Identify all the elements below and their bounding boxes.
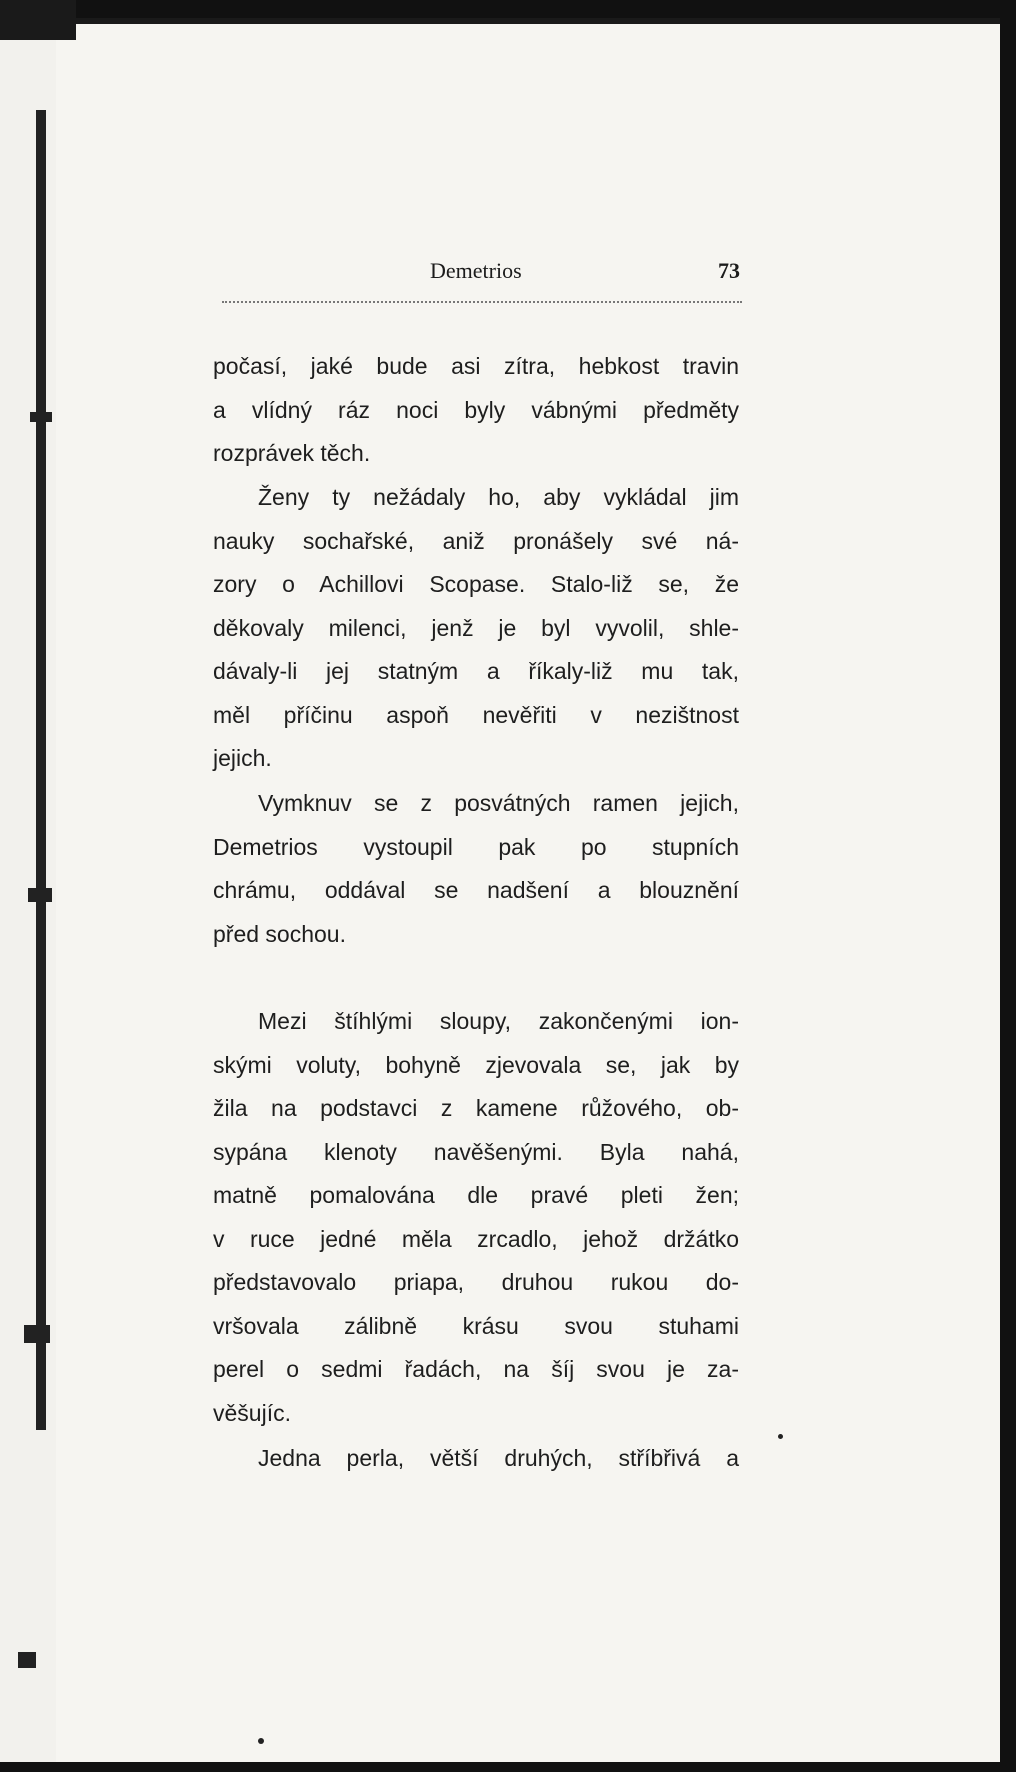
text-line: žila na podstavci z kamene růžového, ob- bbox=[213, 1095, 739, 1121]
text-line: Ženy ty nežádaly ho, aby vykládal jim bbox=[258, 484, 739, 510]
binding-mark bbox=[18, 1652, 36, 1668]
text-line: měl příčinu aspoň nevěřiti v nezištnost bbox=[213, 701, 739, 728]
text-line: nauky sochařské, aniž pronášely své ná- bbox=[213, 527, 739, 554]
text-line: počasí, jaké bude asi zítra, hebkost travin bbox=[213, 353, 739, 379]
header-rule bbox=[222, 301, 742, 303]
ink-speck bbox=[778, 1434, 783, 1439]
ink-speck bbox=[258, 1738, 264, 1744]
text-line: věšujíc. bbox=[213, 1399, 291, 1426]
text-line: děkovaly milenci, jenž je byl vyvolil, shle- bbox=[213, 614, 739, 641]
text-line: chrámu, oddával se nadšení a blouznění bbox=[213, 877, 739, 903]
text-line: Demetrios vystoupil pak po stupních bbox=[213, 833, 739, 860]
text-line: matně pomalována dle pravé pleti žen; bbox=[213, 1182, 739, 1208]
text-line: vršovala zálibně krásu svou stuhami bbox=[213, 1312, 739, 1339]
text-line: dávaly-li jej statným a říkaly-liž mu tak, bbox=[213, 658, 739, 684]
binding-corner bbox=[0, 0, 76, 40]
text-line: sypána klenoty navěšenými. Byla nahá, bbox=[213, 1138, 739, 1165]
paragraph bbox=[213, 476, 739, 781]
text-line: zory o Achillovi Scopase. Stalo-liž se, že bbox=[213, 571, 739, 597]
binding-mark bbox=[30, 412, 52, 422]
scan-edge-bottom bbox=[0, 1762, 1016, 1772]
binding-mark bbox=[28, 888, 52, 902]
text-line: Mezi štíhlými sloupy, zakončenými ion- bbox=[258, 1008, 739, 1034]
text-line: rozprávek těch. bbox=[213, 440, 371, 466]
running-head-title: Demetrios bbox=[430, 258, 522, 283]
text-line: Vymknuv se z posvátných ramen jejich, bbox=[258, 790, 739, 816]
binding-spine bbox=[0, 0, 56, 1772]
text-line: a vlídný ráz noci byly vábnými předměty bbox=[213, 396, 739, 423]
binding-edge bbox=[36, 110, 46, 1430]
text-line: jejich. bbox=[213, 745, 272, 771]
text-line: Jedna perla, větší druhých, stříbřivá a bbox=[258, 1445, 739, 1471]
paragraph bbox=[213, 782, 739, 956]
page-number: 73 bbox=[718, 258, 740, 283]
binding-mark bbox=[24, 1325, 50, 1343]
text-line: v ruce jedné měla zrcadlo, jehož držátko bbox=[213, 1225, 739, 1252]
running-head bbox=[215, 258, 745, 288]
scan-edge-right bbox=[1002, 0, 1016, 1772]
text-line: před sochou. bbox=[213, 920, 346, 947]
text-line: perel o sedmi řadách, na šíj svou je za- bbox=[213, 1356, 739, 1382]
text-line: skými voluty, bohyně zjevovala se, jak by bbox=[213, 1051, 739, 1078]
paragraph bbox=[213, 1000, 739, 1435]
paragraph bbox=[213, 345, 739, 476]
paragraph bbox=[213, 1437, 739, 1481]
text-line: představovalo priapa, druhou rukou do- bbox=[213, 1269, 739, 1295]
